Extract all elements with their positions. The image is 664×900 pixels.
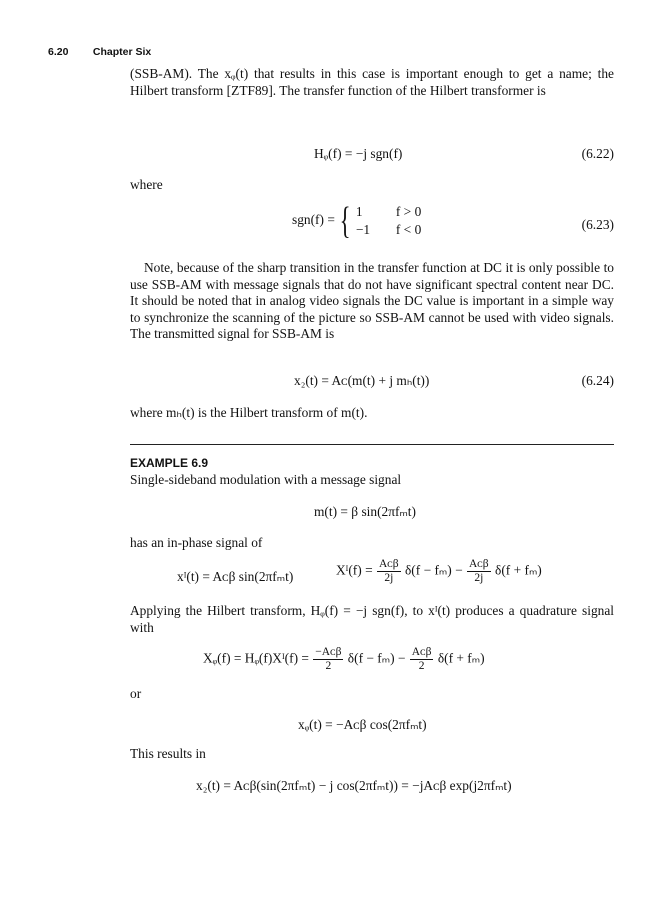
or-text: or: [130, 686, 142, 701]
equation-number-6-22: (6.22): [581, 146, 614, 161]
equation-xq-freq: [203, 646, 485, 673]
fraction-numerator: Aᴄβ: [378, 558, 399, 570]
fraction-denominator: 2: [325, 660, 332, 672]
sgn-lhs: sgn(f) =: [292, 212, 335, 228]
xi-lhs: Xᴵ(f) =: [336, 562, 373, 578]
fraction-numerator: Aᴄβ: [411, 646, 432, 658]
delta-minus: δ(f − fₘ) −: [347, 650, 406, 666]
case2-condition: f < 0: [395, 222, 422, 237]
fraction-2: [467, 558, 491, 585]
where-mh-text: where mₕ(t) is the Hilbert transform of m(t).: [130, 405, 368, 420]
left-brace: {: [339, 200, 351, 242]
example-subtitle: Single-sideband modulation with a message signal: [130, 472, 402, 487]
equation-6-23: [292, 202, 456, 240]
equation-xi-freq: [336, 558, 542, 585]
equation-6-24: x₂(t) = Aᴄ(m(t) + j mₕ(t)): [294, 373, 430, 388]
fraction-numerator: −Aᴄβ: [315, 646, 342, 658]
chapter-title: Chapter Six: [92, 46, 152, 58]
fraction-denominator: 2j: [384, 572, 394, 584]
equation-number-6-23: (6.23): [581, 217, 614, 232]
fraction-4: [410, 646, 434, 673]
page-number: 6.20: [48, 46, 69, 58]
equation-xi-time: xᴵ(t) = Aᴄβ sin(2πfₘt): [177, 569, 294, 584]
fraction-3: [313, 646, 343, 673]
hilbert-applying-text: Applying the Hilbert transform, Hᵩ(f) = −j sgn(f), to xᴵ(t) produces a quadrature signal with: [130, 603, 614, 635]
results-text: This results in: [130, 746, 206, 761]
where-label: where: [130, 177, 163, 192]
equation-number-6-24: (6.24): [581, 373, 614, 388]
running-header: [48, 46, 151, 58]
fraction-1: [377, 558, 401, 585]
delta-minus: δ(f − fₘ) −: [405, 562, 463, 578]
example-title: EXAMPLE 6.9: [130, 456, 209, 470]
inphase-text: has an in-phase signal of: [130, 535, 263, 550]
sgn-cases: [356, 204, 456, 238]
xq-lhs: Xᵩ(f) = Hᵩ(f)Xᴵ(f) =: [203, 650, 309, 666]
fraction-denominator: 2j: [474, 572, 484, 584]
equation-6-22: Hᵩ(f) = −j sgn(f): [314, 146, 403, 161]
case2-value: −1: [355, 222, 371, 237]
fraction-numerator: Aᴄβ: [469, 558, 489, 570]
equation-message: m(t) = β sin(2πfₘt): [314, 504, 416, 519]
fraction-denominator: 2: [418, 660, 425, 672]
equation-xq-time: xᵩ(t) = −Aᴄβ cos(2πfₘt): [298, 717, 427, 732]
case1-condition: f > 0: [395, 204, 422, 219]
equation-final: x₂(t) = Aᴄβ(sin(2πfₘt) − j cos(2πfₘt)) = −jAᴄβ exp(j2πfₘt): [196, 778, 512, 793]
case1-value: 1: [355, 204, 363, 219]
section-divider: [130, 444, 614, 445]
paragraph-ssb-am: (SSB-AM). The xᵩ(t) that results in this case is important enough to get a name; the Hilbert transform [ZTF89]. The transfer function of the Hilbert transformer is: [130, 66, 614, 98]
delta-plus: δ(f + fₘ): [495, 562, 542, 578]
delta-plus: δ(f + fₘ): [437, 650, 485, 666]
paragraph-dc-note: Note, because of the sharp transition in the transfer function at DC it is only possible to use SSB-AM with message signals that do not have significant spectral content near DC. It should be noted that in analog video signals the DC value is important in a simple way to synchronize the scanning of the picture so SSB-AM cannot be used with video signals. The transmitted signal for SSB-AM is: [130, 260, 614, 342]
